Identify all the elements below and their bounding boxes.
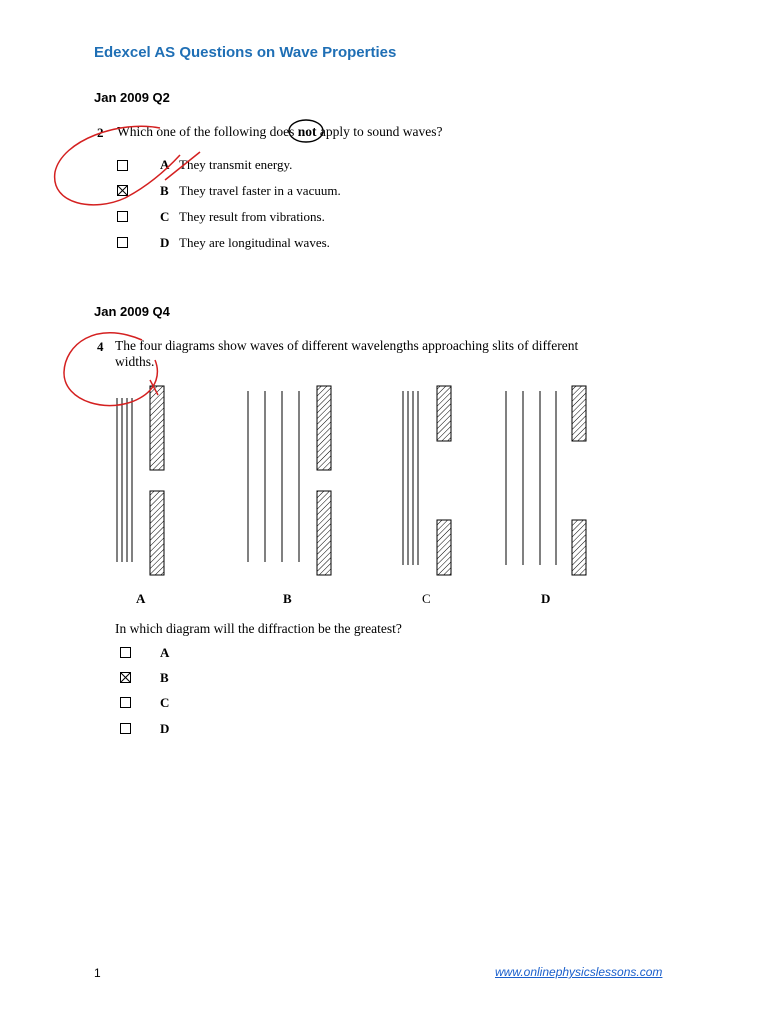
barrier-top (317, 386, 331, 470)
barrier-top (572, 386, 586, 441)
q2-text-after: apply to sound waves? (319, 124, 443, 139)
diagram-b (248, 386, 331, 575)
q4-option-a-checkbox[interactable] (120, 647, 131, 658)
diagram-d (506, 386, 586, 575)
page-number: 1 (94, 966, 101, 980)
q2-option-d-letter: D (160, 235, 170, 250)
diagram-label-b: B (283, 591, 292, 606)
q4-option-b-letter: B (160, 670, 169, 685)
pen-circle-q2 (55, 126, 180, 205)
q2-number: 2 (97, 125, 104, 140)
q4-question-line1: The four diagrams show waves of different wavelengths approaching slits of different (115, 338, 579, 353)
q4-option-c-letter: C (160, 695, 170, 710)
cross-mark-icon (121, 673, 130, 682)
q4-option-b-checkbox[interactable] (120, 672, 131, 683)
q2-option-a-text: They transmit energy. (179, 157, 293, 172)
q2-heading: Jan 2009 Q2 (94, 90, 170, 105)
q2-option-c-letter: C (160, 209, 170, 224)
pen-annotations (55, 126, 200, 405)
document-title: Edexcel AS Questions on Wave Properties (94, 44, 397, 61)
q4-sub-question: In which diagram will the diffraction be the greatest? (115, 621, 402, 636)
q2-option-b-text: They travel faster in a vacuum. (179, 183, 341, 198)
q2-option-d-text: They are longitudinal waves. (179, 235, 330, 250)
website-link[interactable]: www.onlinephysicslessons.com (495, 965, 663, 979)
q2-option-b-letter: B (160, 183, 169, 198)
q4-option-d-checkbox[interactable] (120, 723, 131, 734)
diagram-a (117, 386, 164, 575)
q4-option-d-letter: D (160, 721, 170, 736)
pen-circle-not (289, 120, 323, 142)
diagram-label-a: A (136, 591, 146, 606)
q4-number: 4 (97, 339, 104, 354)
diagram-label-c: C (422, 591, 431, 606)
barrier-bottom (150, 491, 164, 575)
diagram-label-d: D (541, 591, 551, 606)
q4-question-line2: widths. (115, 354, 155, 369)
q2-option-a-letter: A (160, 157, 170, 172)
q2-text-emphasis: not (297, 124, 317, 139)
q2-text-before: Which one of the following does (117, 124, 295, 139)
q4-option-c-checkbox[interactable] (120, 697, 131, 708)
q4-heading: Jan 2009 Q4 (94, 304, 170, 319)
barrier-bottom (572, 520, 586, 575)
q2-option-c-text: They result from vibrations. (179, 209, 325, 224)
barrier-bottom (317, 491, 331, 575)
q4-option-a-letter: A (160, 645, 170, 660)
barrier-top (437, 386, 451, 441)
barrier-top (150, 386, 164, 470)
pen-circle-q4 (64, 333, 157, 406)
barrier-bottom (437, 520, 451, 575)
diagram-c (403, 386, 451, 575)
